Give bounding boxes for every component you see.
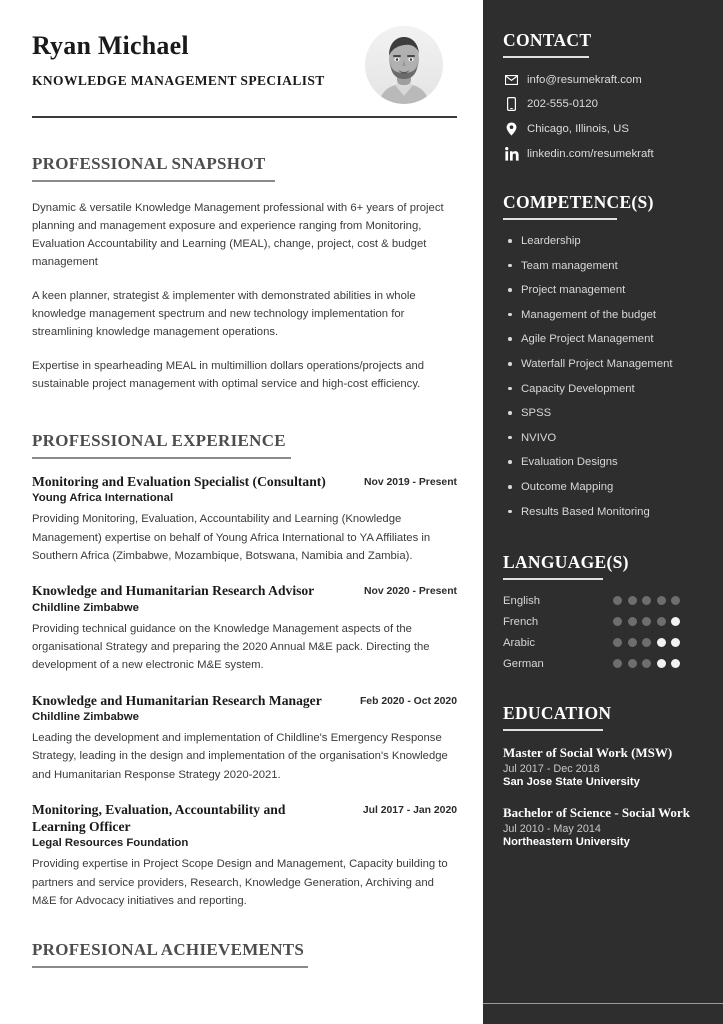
contact-heading: CONTACT [503, 30, 592, 50]
language-dot-empty [671, 659, 680, 668]
profile-photo [365, 26, 443, 104]
experience-role: Knowledge and Humanitarian Research Manager [32, 692, 322, 708]
experience-item-head [32, 693, 457, 710]
list-item: Evaluation Designs [503, 455, 703, 469]
experience-item [32, 693, 457, 784]
experience-item-head [32, 474, 457, 491]
experience-role: Monitoring and Evaluation Specialist (Consultant) [32, 473, 326, 489]
languages-heading-underline [503, 578, 603, 580]
experience-heading: PROFESSIONAL EXPERIENCE [32, 431, 286, 451]
language-dot-filled [671, 596, 680, 605]
education-heading-underline [503, 729, 603, 731]
experience-date: Jul 2017 - Jan 2020 [362, 805, 457, 817]
list-item: Team management [503, 259, 703, 273]
language-name: Arabic [503, 636, 536, 649]
education-degree: Master of Social Work (MSW) [503, 744, 673, 760]
experience-date: Nov 2020 - Present [364, 586, 457, 598]
envelope-icon [503, 75, 520, 85]
language-row [503, 658, 703, 670]
competences-heading: COMPETENCE(S) [503, 192, 654, 212]
language-dot-filled [657, 596, 666, 605]
experience-item [32, 474, 457, 565]
achievements-heading: PROFESIONAL ACHIEVEMENTS [32, 940, 305, 960]
education-item [503, 805, 703, 848]
language-dot-filled [642, 659, 651, 668]
contact-linkedin-value: linkedin.com/resumekraft [527, 148, 654, 160]
section-competences [503, 192, 703, 519]
education-degree: Bachelor of Science - Social Work [503, 804, 690, 820]
section-contact [503, 30, 703, 161]
language-dot-filled [628, 659, 637, 668]
language-name: English [503, 594, 541, 607]
language-level-dots [613, 596, 680, 605]
profile-photo-image [365, 26, 443, 104]
list-item: Capacity Development [503, 382, 703, 396]
languages-heading: LANGUAGE(S) [503, 551, 629, 572]
experience-date: Nov 2019 - Present [364, 476, 457, 488]
education-heading: EDUCATION [503, 702, 612, 723]
education-date: Jul 2017 - Dec 2018 [503, 762, 600, 775]
language-level-dots [613, 638, 680, 647]
snapshot-paragraph: A keen planner, strategist & implementer with demonstrated abilities in whole knowledge management spectrum and new technology implementation for streamlining knowledge management operations. [32, 289, 416, 339]
contact-item-email[interactable] [503, 74, 703, 86]
section-professional-experience [32, 431, 457, 910]
contact-item-phone[interactable] [503, 97, 703, 111]
language-name: French [503, 615, 539, 628]
language-dot-filled [613, 617, 622, 626]
language-dot-filled [613, 596, 622, 605]
language-row [503, 637, 703, 649]
resume-header [32, 24, 457, 104]
achievements-heading-wrap [32, 940, 308, 968]
language-level-dots [613, 617, 680, 626]
language-name: German [503, 657, 544, 670]
contact-list [503, 74, 703, 161]
contact-item-location[interactable] [503, 122, 703, 136]
list-item: NVIVO [503, 431, 703, 445]
language-row [503, 595, 703, 607]
language-dot-filled [613, 638, 622, 647]
snapshot-paragraph: Expertise in spearheading MEAL in multimillion dollars operations/projects and sustainable project management with optimal service and high-cost efficiency. [32, 359, 425, 390]
language-dot-empty [671, 638, 680, 647]
header-divider [32, 116, 457, 118]
location-pin-icon [503, 122, 520, 136]
linkedin-icon [503, 147, 520, 161]
section-languages [503, 552, 703, 670]
experience-heading-wrap [32, 431, 291, 459]
experience-item-head [32, 802, 457, 835]
snapshot-heading-wrap [32, 154, 275, 182]
language-dot-empty [657, 638, 666, 647]
language-dot-filled [657, 617, 666, 626]
education-date: Jul 2010 - May 2014 [503, 822, 601, 835]
experience-description: Providing expertise in Project Scope Design and Management, Capacity building to partners and service providers, Research, Knowledge Generation, Archiving and M&E for Advocacy initiatives and reporting. [32, 858, 448, 907]
contact-item-linkedin[interactable] [503, 147, 703, 161]
list-item: Waterfall Project Management [503, 357, 703, 371]
experience-description: Providing Monitoring, Evaluation, Accountability and Learning (Knowledge Management) expertise on behalf of Young Africa International to YA Affiliates in Southern Africa (Zimbabwe, Mozambique, Botswana, Namibia and Zambia). [32, 513, 431, 562]
competences-heading-underline [503, 218, 617, 220]
education-list [503, 745, 703, 848]
language-dot-filled [628, 596, 637, 605]
section-professional-achievements [32, 940, 457, 968]
experience-item [32, 583, 457, 674]
language-row [503, 616, 703, 628]
experience-description: Leading the development and implementation of Childline's Emergency Response Strategy, leading in the design and implementation of the organisation's Knowledge and Humanitarian Response Strategy 2020-2021. [32, 732, 448, 781]
mobile-phone-icon [503, 97, 520, 111]
list-item: Project management [503, 283, 703, 297]
candidate-name: Ryan Michael [32, 31, 189, 60]
candidate-job-title: KNOWLEDGE MANAGEMENT SPECIALIST [32, 72, 325, 88]
list-item: SPSS [503, 406, 703, 420]
language-dot-empty [671, 617, 680, 626]
education-school: San Jose State University [503, 775, 640, 788]
experience-company: Legal Resources Foundation [32, 837, 189, 850]
contact-location-value: Chicago, Illinois, US [527, 123, 629, 135]
education-school: Northeastern University [503, 835, 630, 848]
language-dot-empty [657, 659, 666, 668]
list-item: Agile Project Management [503, 332, 703, 346]
language-dot-filled [642, 596, 651, 605]
language-dot-filled [642, 638, 651, 647]
sidebar-column [483, 0, 723, 1024]
language-level-dots [613, 659, 680, 668]
contact-email-value: info@resumekraft.com [527, 74, 642, 86]
language-dot-filled [613, 659, 622, 668]
experience-item-head [32, 583, 457, 600]
list-item: Results Based Monitoring [503, 505, 703, 519]
experience-description: Providing technical guidance on the Knowledge Management aspects of the organisational Strategy and preparing the 2020 Annual M&E pack. Directing the development of a new electronic M&E system. [32, 622, 430, 672]
experience-role: Monitoring, Evaluation, Accountability and Learning Officer [32, 802, 286, 834]
language-dot-filled [628, 638, 637, 647]
achievements-heading-underline [32, 966, 308, 968]
section-education [503, 703, 703, 848]
competences-list [503, 234, 703, 519]
experience-company: Young Africa International [32, 492, 174, 505]
experience-date: Feb 2020 - Oct 2020 [359, 695, 457, 707]
experience-heading-underline [32, 457, 291, 459]
sidebar-bottom-divider [483, 1003, 723, 1004]
experience-role: Knowledge and Humanitarian Research Advisor [32, 583, 315, 599]
snapshot-heading-underline [32, 180, 275, 182]
list-item: Management of the budget [503, 308, 703, 322]
experience-company: Childline Zimbabwe [32, 711, 139, 724]
list-item: Outcome Mapping [503, 480, 703, 494]
list-item: Leardership [503, 234, 703, 248]
experience-item [32, 802, 457, 910]
languages-list [503, 595, 703, 670]
contact-phone-value: 202-555-0120 [527, 98, 598, 110]
snapshot-paragraph: Dynamic & versatile Knowledge Management professional with 6+ years of project planning and management exposure and experience ranging from Monitoring, Evaluation Accountability and Learning (MEAL), change, project, cost & budget management [32, 201, 444, 269]
experience-company: Childline Zimbabwe [32, 601, 139, 614]
language-dot-filled [642, 617, 651, 626]
section-professional-snapshot [32, 154, 457, 393]
language-dot-filled [628, 617, 637, 626]
snapshot-heading: PROFESSIONAL SNAPSHOT [32, 154, 266, 173]
name-block [32, 24, 325, 89]
education-item [503, 745, 703, 788]
contact-heading-underline [503, 56, 589, 58]
